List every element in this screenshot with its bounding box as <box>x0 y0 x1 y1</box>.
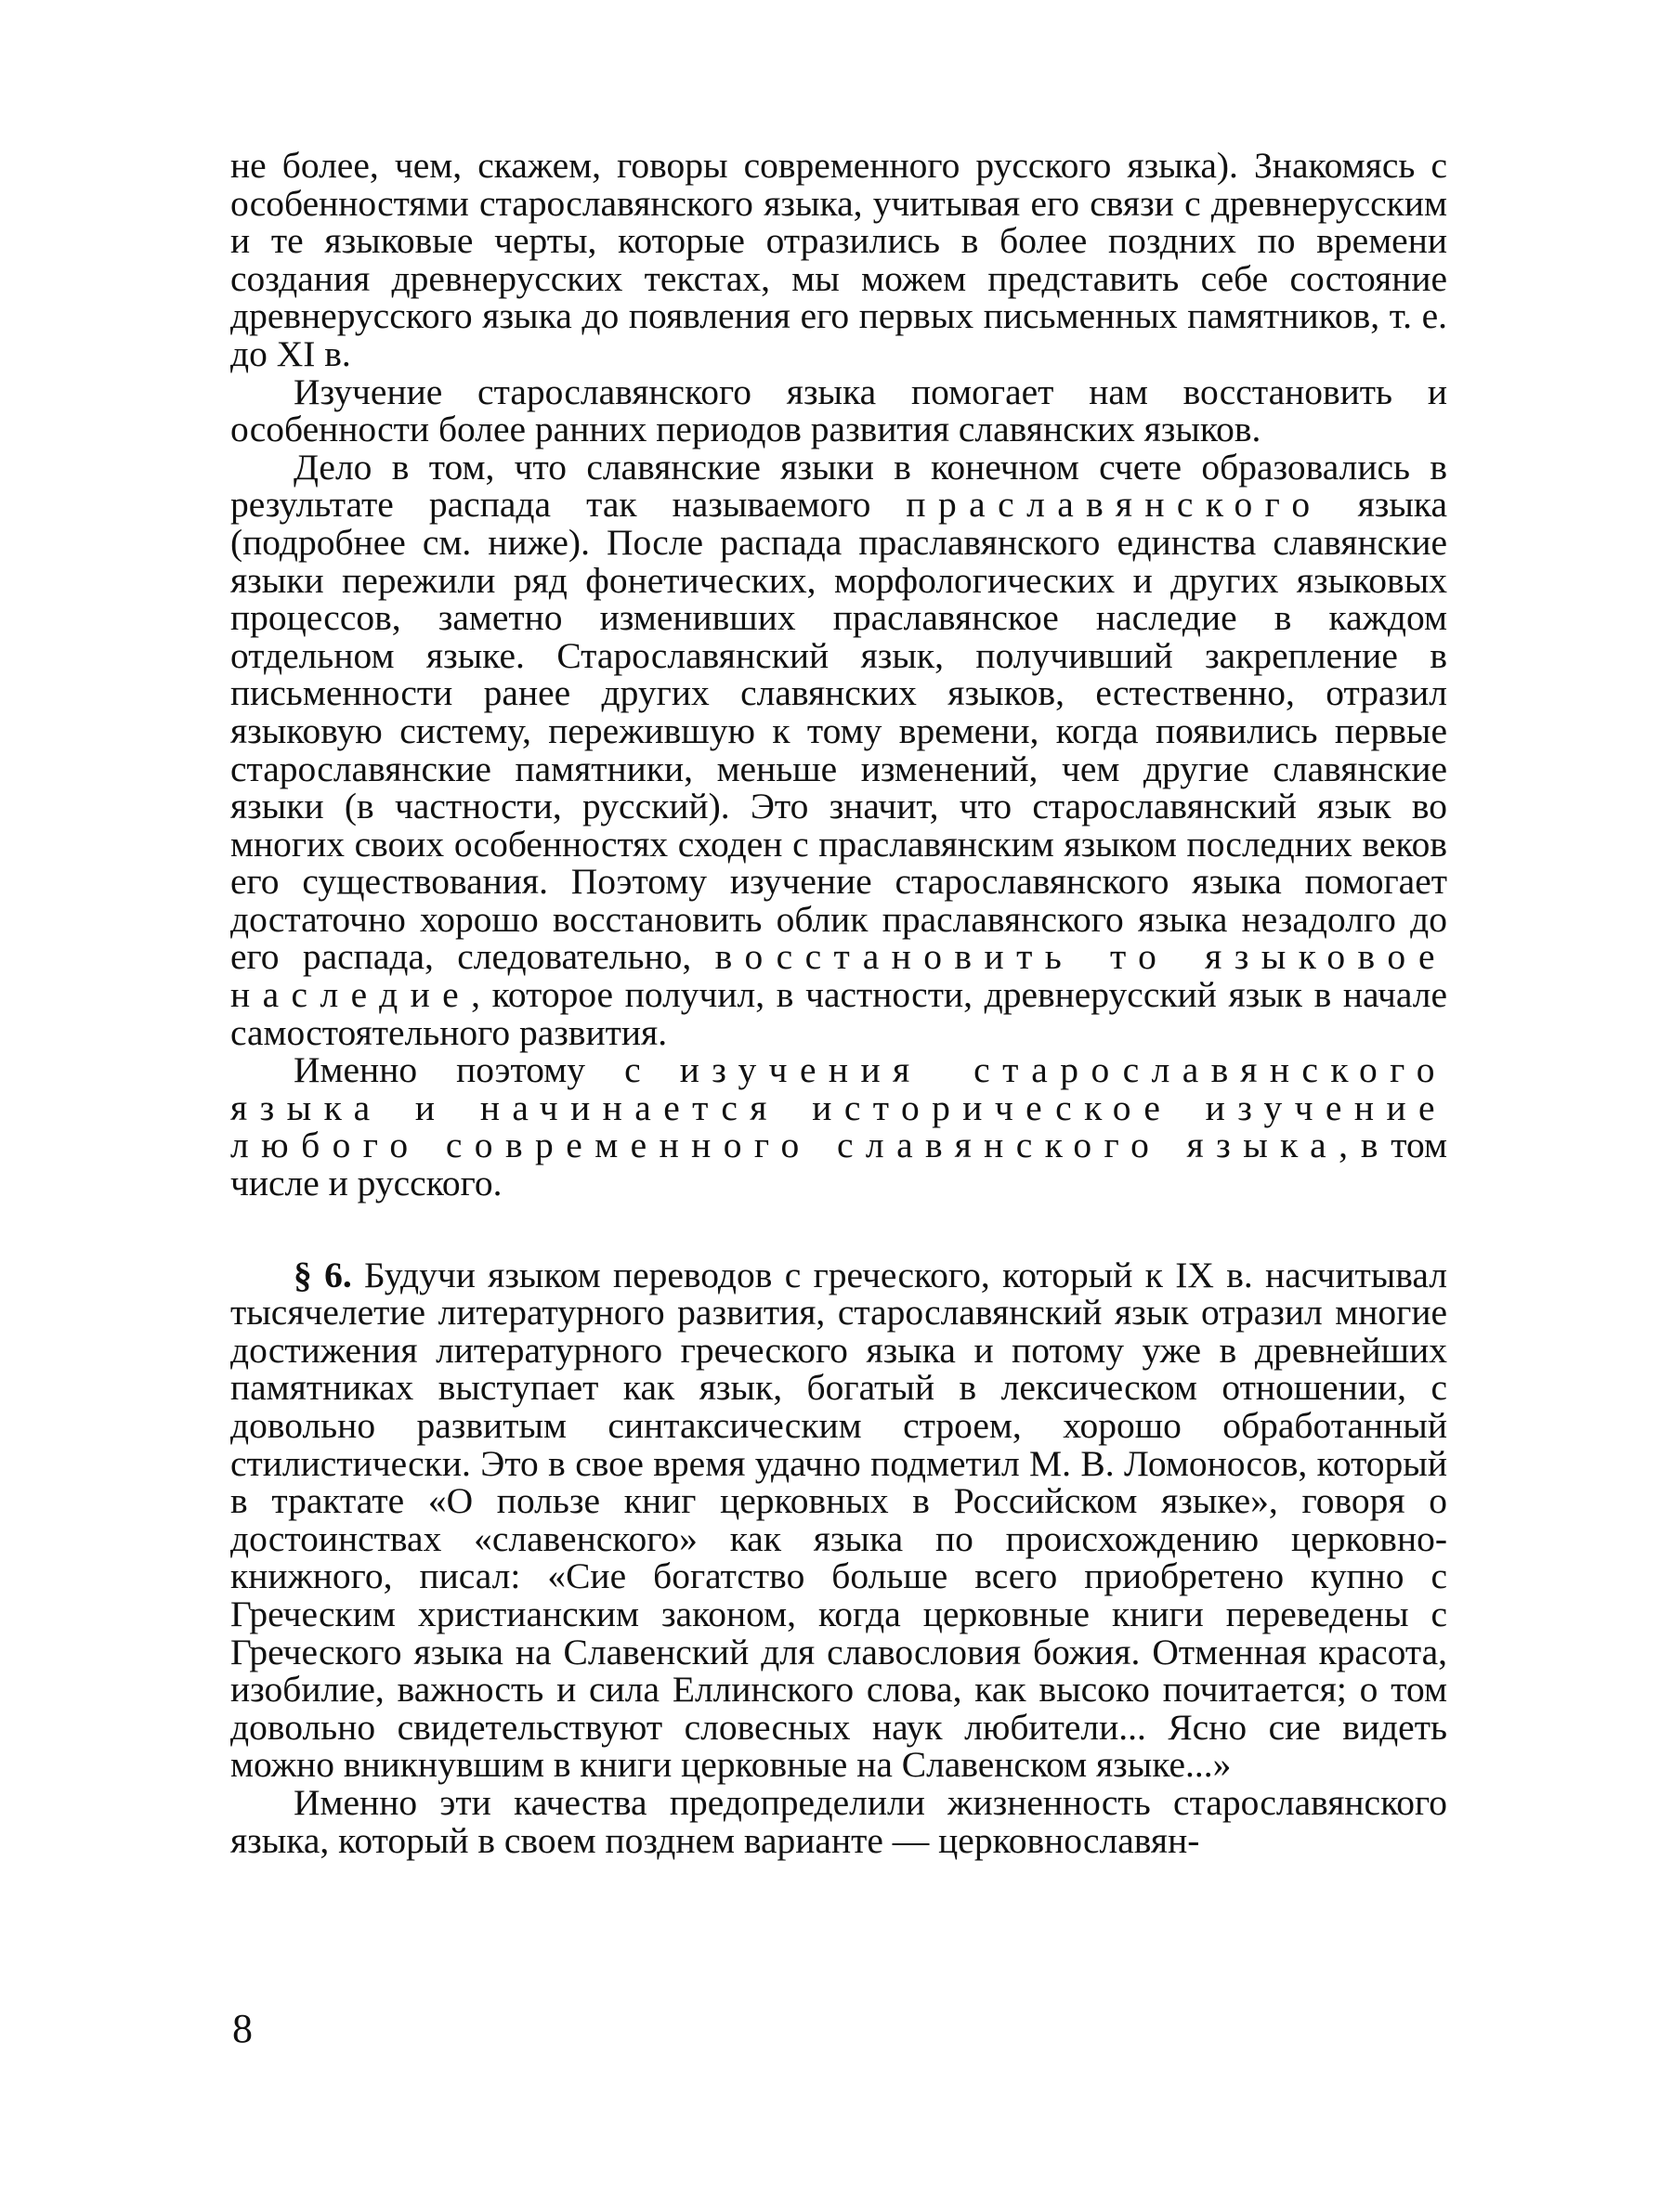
spaced-phrase-izucheniya: изучения старославянского языка и начинается историческое изучение любого современного славянского языка <box>230 1049 1447 1166</box>
paragraph-5-section-6 <box>230 1256 1447 1784</box>
paragraph-3-text-a: Дело в том, что славянские языки в конечном счете образовались в результате распада так называемого <box>230 446 1447 526</box>
paragraph-3-text-b: языка (подробнее см. ниже). После распада праславянского единства славянские языки пережили ряд фонетических, морфологических и других языковых процессов, заметно изменивших праславянское наследие в каждом отдельном языке. Старославянский язык, получивший закрепление в письменности ранее других славянских языков, естественно, отразил языковую систему, пережившую к тому времени, когда появились первые старославянские памятники, меньше изменений, чем другие славянские языки (в частности, русский). Это значит, что старославянский язык во многих своих особенностях сходен с праславянским языком последних веков его существования. Поэтому изучение старославянского языка помогает достаточно хорошо восстановить облик праславянского языка незадолго до его распада, следовательно, <box>230 484 1448 978</box>
paragraph-2-text: Изучение старославянского языка помогает нам восстановить и особенности более ранних периодов развития славянских языков. <box>230 371 1447 450</box>
paragraph-6-text: Именно эти качества предопределили жизненность старославянского языка, который в своем позднем варианте — церковнославян- <box>230 1781 1447 1861</box>
paragraph-5-text: Будучи языком переводов с греческого, который к IX в. насчитывал тысячелетие литературного развития, старославянский язык отразил многие достижения литературного греческого языка и потому уже в древнейших памятниках выступает как язык, богатый в лексическом отношении, с довольно развитым синтаксическим строем, хорошо обработанный стилистически. Это в свое время удачно подметил М. В. Ломоносов, который в трактате «О пользе книг церковных в Российском языке», говоря о достоинствах «славенского» как языка по происхождению церковно-книжного, писал: «Сие богатство больше всего приобретено купно с Греческим христианским законом, когда церковные книги переведены с Греческого языка на Славенский для славословия божия. Отменная красота, изобилие, важность и сила Еллинского слова, как высоко почитается; о том довольно свидетельствуют словесных наук любители... Ясно сие видеть можно вникнувшим в книги церковные на Славенском языке...» <box>230 1254 1448 1786</box>
paragraph-4-text-b: , в том числе и русского. <box>230 1125 1448 1204</box>
spaced-term-praslavyanskogo: праславянского <box>906 484 1323 526</box>
paragraph-1 <box>230 147 1447 373</box>
page-number: 8 <box>232 2006 253 2051</box>
paragraph-2 <box>230 373 1447 449</box>
paragraph-4-text-a: Именно поэтому с <box>294 1049 680 1091</box>
paragraph-3-text-c: , которое получил, в частности, древнерусский язык в начале самостоятельного развития. <box>230 974 1447 1053</box>
paragraph-6 <box>230 1781 1447 1861</box>
spaced-phrase-vosstanovit: восстановить то языковое наследие <box>230 936 1447 1016</box>
page-body-text <box>230 147 1447 1859</box>
paragraph-4 <box>230 1051 1447 1202</box>
paragraph-1-text: не более, чем, скажем, говоры современного русского языка). Знакомясь с особенностями старославянского языка, учитывая его связи с древнерусским и те языковые черты, которые отразились в более поздних по времени создания древнерусских текстах, мы можем представить себе состояние древнерусского языка до появления его первых письменных памятников, т. е. до XI в. <box>230 145 1447 374</box>
paragraph-3 <box>230 446 1448 1053</box>
section-mark: § 6. <box>294 1254 352 1295</box>
